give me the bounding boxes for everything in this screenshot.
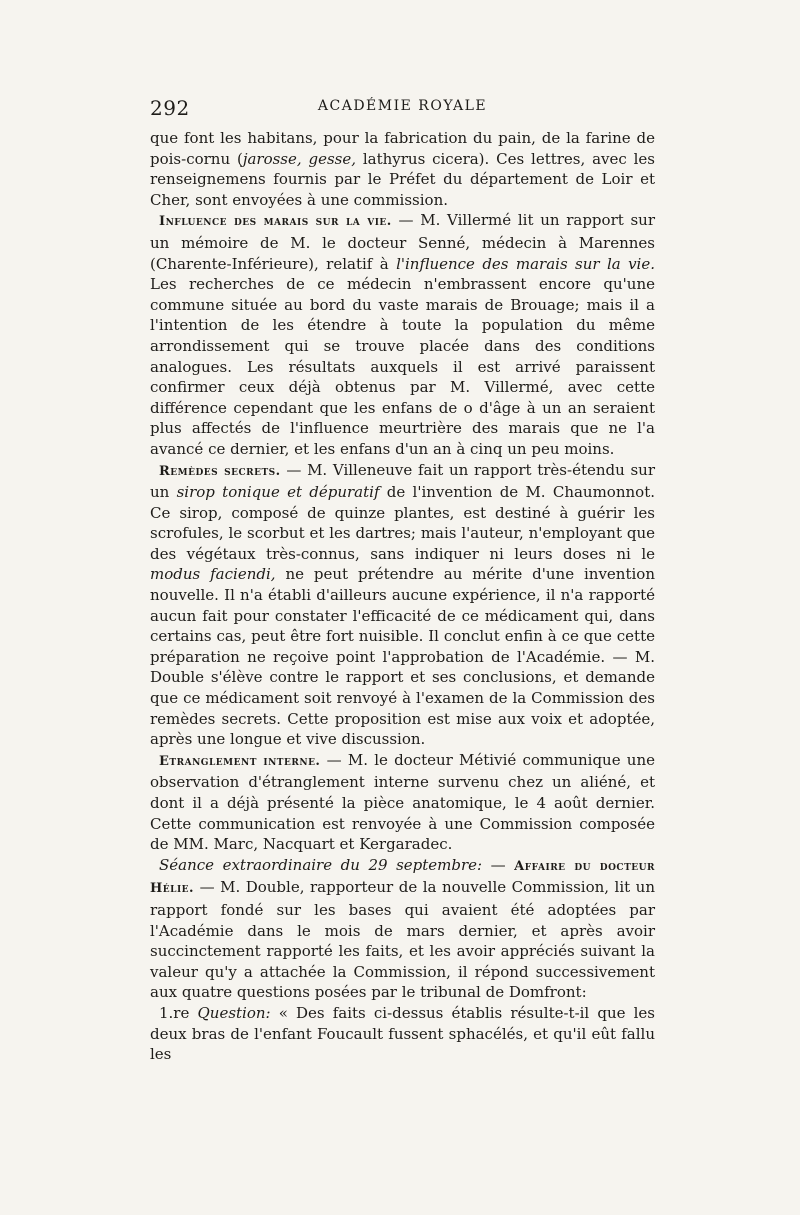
running-title: ACADÉMIE ROYALE bbox=[317, 98, 488, 114]
paragraph bbox=[150, 460, 655, 750]
text-run: Les recherches de ce médecin n'embrassent encore qu'une commune située au bord du vaste marais de Brouage; mais il a l'intention de les étendre à toute la population du même arrondissement qui se trouve placée dans des conditions analogues. Les résultats auxquels il est arrivé paraissent confirmer ceux déjà obtenus par M. Villermé, avec cette différence cependant que les enfans de o d'âge à un an seraient plus affectés de l'influence meurtrière des marais que ne l'a avancé ce dernier, et les enfans d'un an à cinq un peu moins. bbox=[150, 275, 655, 458]
italic-text: modus faciendi, bbox=[150, 565, 276, 584]
text-run: — bbox=[482, 855, 515, 874]
italic-text: sirop tonique et dépuratif bbox=[176, 483, 380, 502]
paragraph bbox=[150, 128, 655, 210]
section-heading: Etranglement interne. bbox=[159, 753, 321, 769]
paragraph bbox=[150, 855, 655, 1003]
italic-text: Séance extraordinaire du 29 septembre: bbox=[159, 855, 483, 874]
italic-text: jarosse, gesse, bbox=[242, 149, 356, 168]
paragraph bbox=[150, 210, 655, 459]
italic-text: Question: bbox=[197, 1003, 271, 1022]
italic-text: l'influence des marais sur la vie. bbox=[396, 254, 656, 273]
text-run: de l'invention de M. Chaumonnot. Ce sirop, composé de quinze plantes, est destiné à guérir les scrofules, le scorbut et les dartres; mais l'auteur, n'employant que des végétaux très-connus, sans indiquer ni leurs doses ni le bbox=[150, 483, 655, 563]
text-run: que font les habitans, pour la fabrication du pain, de la farine de pois-cornu ( bbox=[150, 129, 655, 168]
text-run: « Des faits ci-dessus établis résulte-t-il que les deux bras de l'enfant Foucault fussent sphacélés, et qu'il eût fallu les bbox=[150, 1003, 655, 1064]
text-run: — M. Villeneuve fait un rapport très-étendu sur un bbox=[150, 460, 655, 502]
paragraph bbox=[150, 1003, 655, 1065]
text-run: lathyrus cicera). Ces lettres, avec les renseignemens fournis par le Préfet du département de Loir et Cher, sont envoyées à une commission. bbox=[150, 149, 655, 209]
text-run: ne peut prétendre au mérite d'une invention nouvelle. Il n'a établi d'ailleurs aucune expérience, il n'a rapporté aucun fait pour constater l'efficacité de ce médicament qui, dans certains cas, peut être fort nuisible. Il conclut enfin à ce que cette préparation ne reçoive point l'approbation de l'Académie. — M. Double s'élève contre le rapport et ses conclusions, et demande que ce médicament soit renvoyé à l'examen de la Commission des remèdes secrets. Cette proposition est mise aux voix et adoptée, après une longue et vive discussion. bbox=[150, 565, 655, 749]
text-run: 1.re bbox=[159, 1003, 198, 1022]
page-header bbox=[150, 96, 655, 122]
text-run: — M. le docteur Métivié communique une observation d'étranglement interne survenu chez un aliéné, et dont il a déjà présenté la pièce anatomique, le 4 août dernier. Cette communication est renvoyée à une Commission composée de MM. Marc, Nacquart et Kergaradec. bbox=[150, 750, 655, 854]
section-heading: Remèdes secrets. bbox=[159, 463, 281, 479]
text-run: — M. Villermé lit un rapport sur un mémoire de M. le docteur Senné, médecin à Marennes (Charente-Inférieure), relatif à bbox=[150, 211, 655, 273]
section-heading: Influence des marais sur la vie. bbox=[159, 214, 392, 230]
page-number: 292 bbox=[150, 96, 190, 120]
section-heading: Affaire du docteur Hélie. bbox=[150, 858, 655, 897]
text-run: — M. Double, rapporteur de la nouvelle Commission, lit un rapport fondé sur les bases qui avaient été adoptées par l'Académie dans le mois de mars dernier, et après avoir succinctement rapporté les faits, et les avoir appréciés suivant la valeur qu'y a attachée la Commission, il répond successivement aux quatre questions posées par le tribunal de Domfront: bbox=[150, 878, 655, 1002]
body-text bbox=[150, 128, 655, 1065]
paragraph bbox=[150, 750, 655, 855]
